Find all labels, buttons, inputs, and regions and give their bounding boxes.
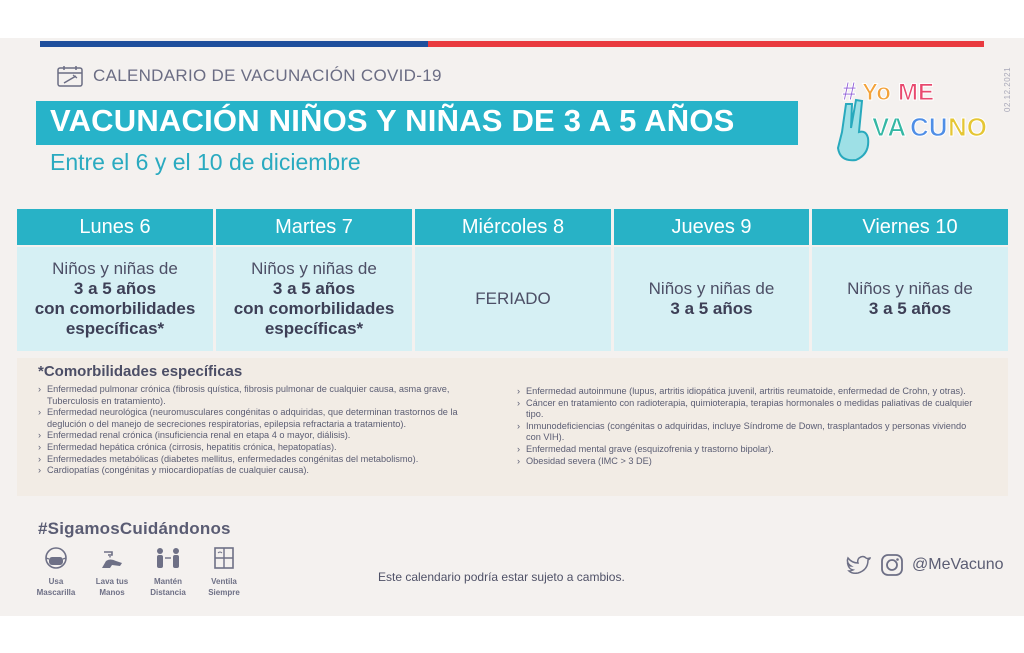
care-label: Mantén: [154, 577, 182, 586]
list-item: › Enfermedad autoinmune (lupus, artritis idiopática juvenil, artritis reumatoide, enfermedad de Crohn, y otras).: [517, 386, 977, 398]
schedule-col-monday: [17, 209, 213, 351]
distance-icon: [154, 546, 182, 570]
comorbidities-list-left: [38, 384, 498, 477]
yo-me-vacuno-logo: [832, 70, 992, 170]
body-text: Niños y niñas de: [648, 279, 775, 298]
window-icon: [210, 546, 238, 570]
body-text: Niños y niñas de: [251, 259, 377, 278]
list-item: › Enfermedad hepática crónica (cirrosis, hepatitis crónica, hepatopatías).: [38, 442, 498, 454]
list-item: › Cáncer en tratamiento con radioterapia, quimioterapia, terapias hormonales o medidas paliativas de cualquier tipo.: [517, 398, 977, 421]
care-label: Ventila: [211, 577, 237, 586]
body-text: Niños y niñas de: [52, 259, 178, 278]
care-label: Usa: [48, 577, 64, 586]
body-text: Niños y niñas de: [847, 279, 973, 298]
list-item: › Enfermedad renal crónica (insuficiencia renal en etapa 4 o mayor, diálisis).: [38, 430, 498, 442]
schedule-col-tuesday: [216, 209, 412, 351]
list-item: › Obesidad severa (IMC > 3 DE): [517, 456, 977, 468]
care-label: Siempre: [208, 588, 240, 597]
care-item-ventilate: [196, 546, 252, 597]
social-links: [846, 553, 1004, 577]
care-item-hands: [84, 546, 140, 597]
list-item: › Enfermedad neurológica (neuromusculares congénitas o adquiridas, que determinan trastornos de la deglución o del manejo de secreciones respiratorias, epilepsia refractaria a tratamiento).: [38, 407, 498, 430]
list-item: › Cardiopatías (congénitas y miocardiopatías de cualquier causa).: [38, 465, 498, 477]
disclaimer-text: Este calendario podría estar sujeto a cambios.: [378, 570, 625, 584]
care-label: Lava tus: [95, 577, 129, 586]
comorbidities-title: *Comorbilidades específicas: [38, 363, 243, 380]
svg-text:CU: CU: [910, 112, 948, 142]
care-item-mask: [28, 546, 84, 597]
day-body: [812, 247, 1008, 351]
instagram-icon[interactable]: [880, 553, 904, 577]
list-item: › Enfermedades metabólicas (diabetes mellitus, enfermedades congénitas del metabolismo).: [38, 454, 498, 466]
care-label: Manos: [99, 588, 125, 597]
campaign-hashtag: #SigamosCuidándonos: [38, 519, 231, 538]
day-header: Jueves 9: [614, 209, 809, 245]
calendar-subtitle: CALENDARIO DE VACUNACIÓN COVID-19: [93, 66, 442, 85]
list-item: › Inmunodeficiencias (congénitas o adquiridas, incluye Síndrome de Down, trasplantados y personas viviendo con VIH).: [517, 421, 977, 444]
svg-text:#: #: [842, 76, 857, 106]
schedule-col-wednesday: [415, 209, 611, 351]
page-title: VACUNACIÓN NIÑOS Y NIÑAS DE 3 A 5 AÑOS: [50, 103, 735, 138]
day-header: Viernes 10: [812, 209, 1008, 245]
list-item: › Enfermedad mental grave (esquizofrenia y trastorno bipolar).: [517, 444, 977, 456]
top-bar-red: [428, 41, 984, 47]
body-bold: con comorbilidades: [233, 299, 395, 318]
svg-text:VA: VA: [872, 112, 907, 142]
body-bold: 3 a 5 años: [868, 299, 952, 318]
day-header: Lunes 6: [17, 209, 213, 245]
twitter-icon[interactable]: [846, 554, 872, 576]
svg-text:NO: NO: [948, 112, 987, 142]
top-bar-blue: [40, 41, 428, 47]
body-bold: con comorbilidades: [34, 299, 196, 318]
body-bold: 3 a 5 años: [272, 279, 356, 298]
svg-text:ME: ME: [898, 79, 934, 106]
day-body: [415, 247, 611, 351]
body-bold: específicas*: [65, 319, 165, 338]
victory-hand-icon: [838, 100, 868, 160]
day-body: [614, 247, 809, 351]
care-item-distance: [140, 546, 196, 597]
comorbidities-list-right: [517, 386, 977, 467]
social-handle[interactable]: @MeVacuno: [912, 556, 1004, 573]
holiday-text: FERIADO: [475, 289, 551, 308]
body-bold: específicas*: [264, 319, 364, 338]
body-bold: 3 a 5 años: [670, 299, 753, 318]
care-label: Mascarilla: [36, 588, 76, 597]
list-item: › Enfermedad pulmonar crónica (fibrosis quística, fibrosis pulmonar de cualquier causa, asma grave, Tuberculosis en tratamiento).: [38, 384, 498, 407]
day-body: [216, 247, 412, 351]
calendar-syringe-icon: [57, 65, 83, 87]
body-bold: 3 a 5 años: [73, 279, 157, 298]
schedule-col-friday: [812, 209, 1008, 351]
schedule-col-thursday: [614, 209, 809, 351]
day-body: [17, 247, 213, 351]
care-label: Distancia: [150, 588, 186, 597]
day-header: Martes 7: [216, 209, 412, 245]
hand-wash-icon: [98, 546, 126, 570]
svg-text:Yo: Yo: [862, 79, 891, 106]
mask-icon: [42, 546, 70, 570]
schedule-grid: [17, 209, 1008, 351]
day-header: Miércoles 8: [415, 209, 611, 245]
poster-date: 02.12.2021: [1003, 66, 1012, 112]
date-range: Entre el 6 y el 10 de diciembre: [50, 149, 361, 175]
